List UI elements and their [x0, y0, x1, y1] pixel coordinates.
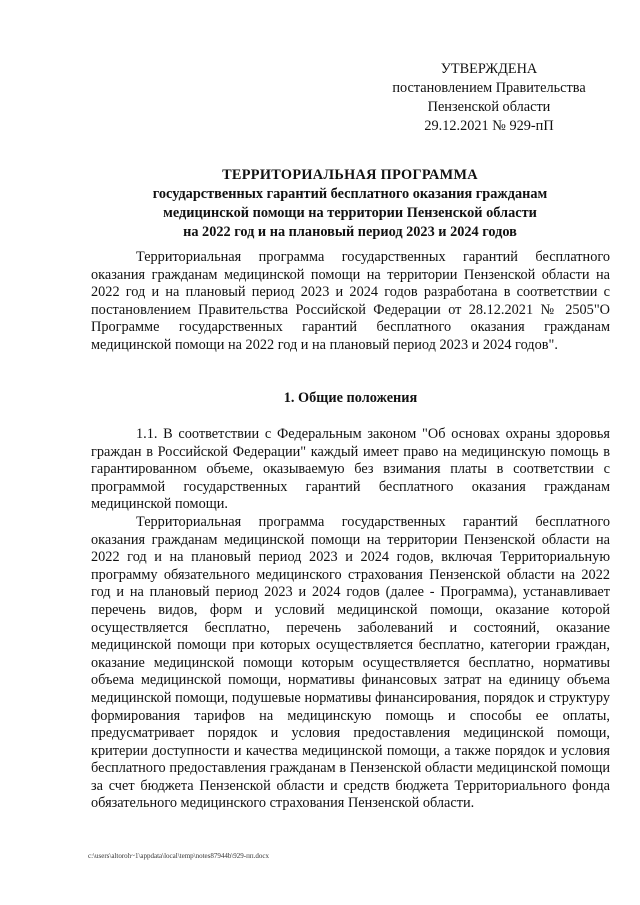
- title-line-2: государственных гарантий бесплатного оказания гражданам: [152, 186, 548, 202]
- approval-stamp: [374, 60, 604, 136]
- approval-date-number: 29.12.2021 № 929-пП: [424, 118, 554, 134]
- title-line-1: ТЕРРИТОРИАЛЬНАЯ ПРОГРАММА: [222, 167, 478, 183]
- approval-title: УТВЕРЖДЕНА: [440, 61, 538, 77]
- approval-authority: постановлением Правительства: [392, 80, 586, 96]
- intro-paragraph: Территориальная программа государственных гарантий бесплатного оказания гражданам медицинской помощи на территории Пензенской области на 2022 год и на плановый период 2023 и 2024 годов разработана в соответствии с постановлением Правительства Российской Федерации от 28.12.2021 № 2505"О Программе государственных гарантий бесплатного оказания гражданам медицинской помощи на 2022 год и на плановый период 2023 и 2024 годов".: [91, 249, 610, 353]
- general-paragraph-2: Территориальная программа государственных гарантий бесплатного оказания гражданам медицинской помощи на территории Пензенской области на 2022 год и на плановый период 2023 и 2024 годов, включая Территориальную программу обязательного медицинского страхования Пензенской области на 2022 год и на плановый период 2023 и 2024 годов (далее - Программа), устанавливает перечень видов, форм и условий медицинской помощи, оказание которой осуществляется бесплатно, перечень заболеваний и состояний, оказание медицинской помощи при которых осуществляется бесплатно, категории граждан, оказание медицинской помощи которым осуществляется бесплатно, нормативы объема медицинской помощи, нормативы финансовых затрат на единицу объема медицинской помощи, подушевые нормативы финансирования, порядок и структуру формирования тарифов на медицинскую помощь и способы ее оплаты, предусматривает порядок и условия предоставления медицинской помощи, критерии доступности и качества медицинской помощи, а также порядок и условия бесплатного предоставления гражданам в Пензенской области медицинской помощи за счет бюджета Пензенской области и средств бюджета Территориального фонда обязательного медицинского страхования Пензенской области.: [91, 513, 610, 812]
- footer-file-path: c:\users\altoroh~1\appdata\local\temp\notes87944b\929-пп.docx: [88, 852, 269, 860]
- section-heading-general: 1. Общие положения: [283, 390, 418, 406]
- document-title: [60, 166, 640, 242]
- general-paragraph-1: 1.1. В соответствии с Федеральным законом "Об основах охраны здоровья граждан в Российской Федерации" каждый имеет право на медицинскую помощь в гарантированном объеме, оказываемую без взимания платы в соответствии с программой государственных гарантий бесплатного оказания гражданам медицинской помощи.: [91, 426, 610, 513]
- general-provisions-section: [91, 426, 610, 813]
- approval-region: Пензенской области: [427, 99, 551, 115]
- title-line-3: медицинской помощи на территории Пензенской области: [163, 205, 537, 221]
- title-line-4: на 2022 год и на плановый период 2023 и 2024 годов: [183, 224, 517, 240]
- intro-section: [91, 249, 610, 355]
